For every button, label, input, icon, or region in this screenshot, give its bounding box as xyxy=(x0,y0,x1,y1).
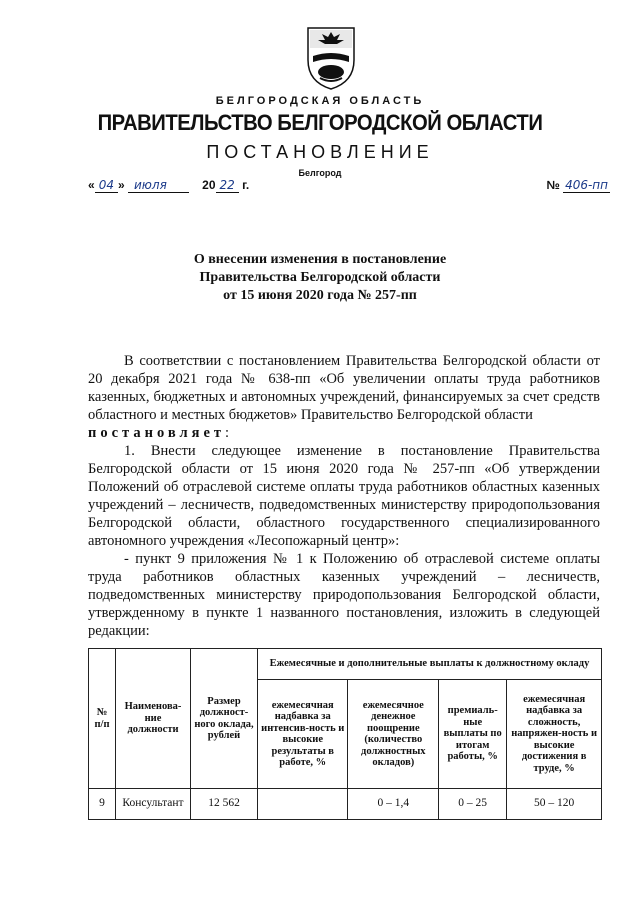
government-heading: ПРАВИТЕЛЬСТВО БЕЛГОРОДСКОЙ ОБЛАСТИ xyxy=(97,110,543,135)
header-sub-4: ежемесячная надбавка за сложность, напряжен-ность и высокие достижения в труде, % xyxy=(507,680,602,789)
date-month: июля xyxy=(128,178,189,193)
cell-position: Консультант xyxy=(116,789,191,820)
date-open-quote: « xyxy=(88,178,95,192)
intro-text: В соответствии с постановлением Правительства Белгородской области от 20 декабря 2021 года № 638-пп «Об увеличении оплаты труда работников казенных, бюджетных и автономных учреждений, финансируемых за счет средств областного и местных бюджетов» Правительство Белгородской области xyxy=(88,353,600,423)
date-day: 04 xyxy=(95,178,118,193)
cell-sub-1 xyxy=(258,789,348,820)
subitem-paragraph: - пункт 9 приложения № 1 к Положению об отраслевой системе оплаты труда работников областных казенных учреждений – лесничеств, подведомственных министерству природопользования Белгородской области, утвержденному в пункте 1 названного постановления, изложить в следующей редакции: xyxy=(88,551,600,639)
cell-num: 9 xyxy=(89,789,116,820)
date-year-prefix: 20 xyxy=(202,178,216,192)
document-date xyxy=(88,178,249,192)
header-position: Наименова-ние должности xyxy=(116,649,191,789)
document-type: ПОСТАНОВЛЕНИЕ xyxy=(206,142,434,162)
date-year-suffix: 22 xyxy=(216,178,239,193)
title-line-2: Правительства Белгородской области xyxy=(199,270,441,285)
cell-salary: 12 562 xyxy=(191,789,258,820)
region-heading: БЕЛГОРОДСКАЯ ОБЛАСТЬ xyxy=(215,95,425,107)
number-prefix: № xyxy=(546,178,560,192)
coat-of-arms-icon xyxy=(300,22,362,92)
intro-paragraph xyxy=(88,352,600,424)
decree-word: постановляет xyxy=(88,425,226,441)
body-text xyxy=(88,352,600,640)
date-close-quote: » xyxy=(117,178,125,192)
item-1-paragraph: 1. Внести следующее изменение в постановление Правительства Белгородской области от 15 июня 2020 года № 257-пп «Об утверждении Положений об отраслевой системе оплаты труда работников областных казенных учреждений – лесничеств, подведомственных министерству природопользования Белгородской области, областного государственного специализированного автономного учреждения «Лесопожарный центр»: xyxy=(88,443,600,549)
cell-sub-4: 50 – 120 xyxy=(507,789,602,820)
decree-line xyxy=(88,424,600,442)
city-label: Белгород xyxy=(298,168,342,178)
decree-colon: : xyxy=(225,425,230,441)
title-line-1: О внесении изменения в постановление xyxy=(193,252,447,267)
salary-table xyxy=(88,648,602,820)
header-salary: Размер должност-ного оклада, рублей xyxy=(191,649,258,789)
number-value: 406-пп xyxy=(565,178,608,192)
header-sub-1: ежемесячная надбавка за интенсив-ность и высокие результаты в работе, % xyxy=(258,680,348,789)
header-group: Ежемесячные и дополнительные выплаты к должностному окладу xyxy=(258,649,602,680)
header-sub-2: ежемесячное денежное поощрение (количество должностных окладов) xyxy=(348,680,439,789)
table-row xyxy=(89,789,602,820)
header-num: № п/п xyxy=(89,649,116,789)
title-line-3: от 15 июня 2020 года № 257-пп xyxy=(223,288,417,303)
cell-sub-3: 0 – 25 xyxy=(439,789,507,820)
header-sub-3: премиаль-ные выплаты по итогам работы, % xyxy=(439,680,507,789)
cell-sub-2: 0 – 1,4 xyxy=(348,789,439,820)
document-title xyxy=(0,251,640,305)
document-number xyxy=(546,178,610,192)
date-year-end: г. xyxy=(242,178,250,192)
